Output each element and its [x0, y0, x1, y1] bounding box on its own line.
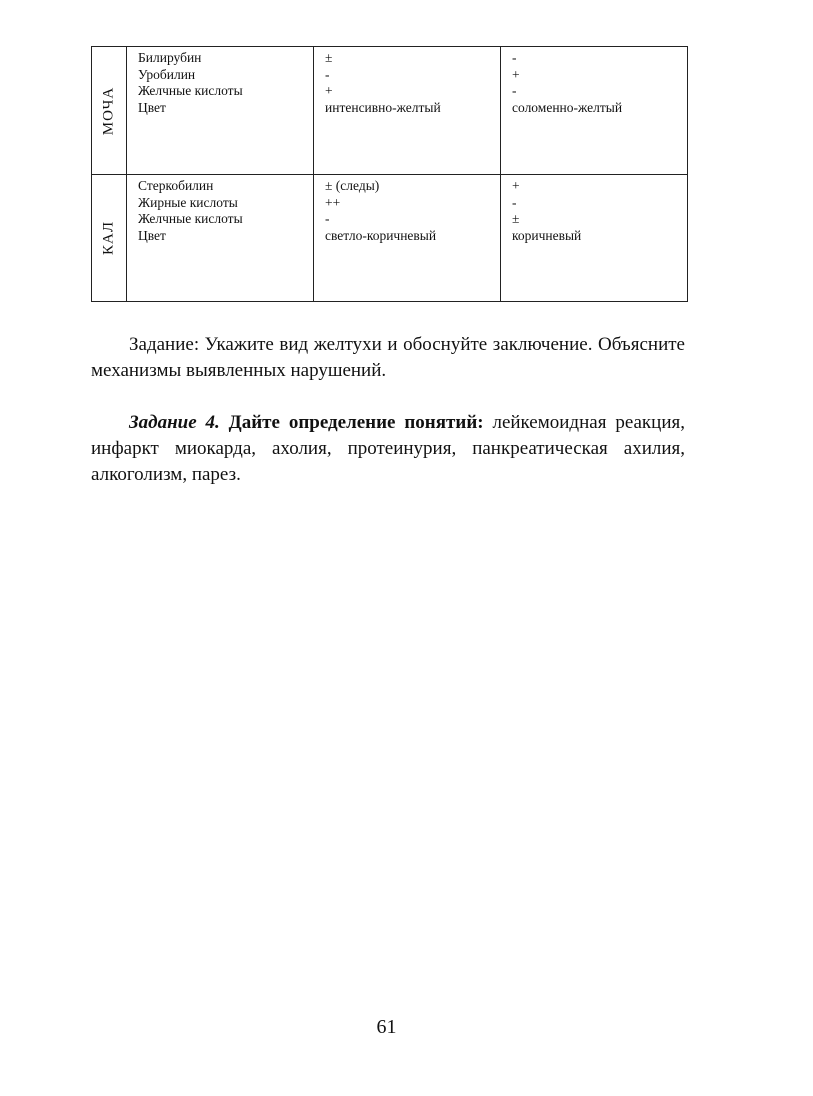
- feces-value-b: +: [512, 178, 520, 193]
- task4-instruction: Дайте определение понятий:: [219, 412, 484, 433]
- task4-paragraph: [91, 410, 685, 488]
- urine-value-b: -: [512, 50, 517, 65]
- urine-label: МОЧА: [100, 86, 117, 135]
- feces-col-a-cell: [314, 175, 501, 302]
- urine-indicator: Цвет: [138, 99, 166, 115]
- urine-label-cell: [92, 47, 127, 175]
- urine-indicators-cell: [127, 47, 314, 175]
- page-number: 61: [376, 1016, 397, 1038]
- urine-row: [92, 47, 688, 175]
- urine-value-a: -: [325, 66, 330, 82]
- feces-value-a: -: [325, 211, 330, 226]
- feces-value-a: ± (следы): [325, 178, 380, 193]
- feces-value-a: светло-коричневый: [325, 227, 437, 243]
- urine-value-b: +: [512, 66, 520, 82]
- urine-value-a: ±: [325, 50, 333, 65]
- feces-indicator: Желчные кислоты: [138, 211, 243, 226]
- lab-results-table: [91, 46, 688, 302]
- urine-col-b-cell: [501, 47, 688, 175]
- feces-indicators-cell: [127, 175, 314, 302]
- urine-indicator: Уробилин: [138, 66, 196, 82]
- urine-value-a: интенсивно-желтый: [325, 99, 441, 115]
- feces-indicator: Стеркобилин: [138, 178, 214, 193]
- feces-indicator: Жирные кислоты: [138, 194, 238, 210]
- feces-col-b-cell: [501, 175, 688, 302]
- feces-label: КАЛ: [100, 220, 117, 256]
- urine-value-a: +: [325, 83, 333, 98]
- feces-value-a: ++: [325, 194, 341, 210]
- feces-value-b: ±: [512, 211, 520, 226]
- feces-label-cell: [92, 175, 127, 302]
- task4-terms: лейкемоидная реакция, инфаркт миокарда, ахолия, протеинурия, панкреатическая ахилия, алкоголизм, парез.: [91, 412, 685, 485]
- feces-row: [92, 175, 688, 302]
- feces-indicator: Цвет: [138, 227, 166, 243]
- urine-col-a-cell: [314, 47, 501, 175]
- urine-indicator: Желчные кислоты: [138, 83, 243, 98]
- feces-value-b: коричневый: [512, 227, 582, 243]
- task-paragraph: Задание: Укажите вид желтухи и обоснуйте заключение. Объясните механизмы выявленных нарушений.: [91, 334, 685, 381]
- urine-indicator: Билирубин: [138, 50, 202, 65]
- task4-number: Задание 4.: [129, 412, 220, 433]
- urine-value-b: соломенно-желтый: [512, 99, 623, 115]
- urine-value-b: -: [512, 83, 517, 98]
- feces-value-b: -: [512, 194, 517, 210]
